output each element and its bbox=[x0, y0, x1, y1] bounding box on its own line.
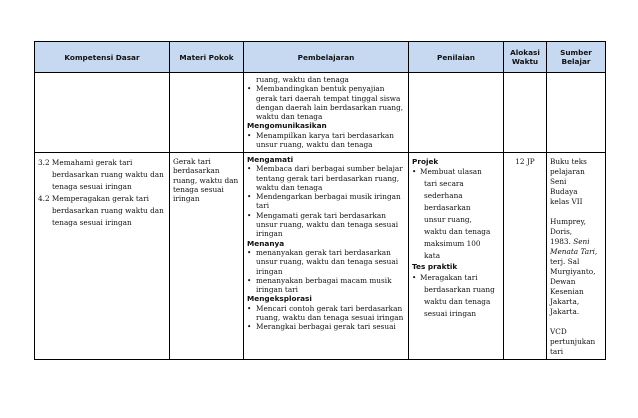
row2-kompetensi-cell bbox=[35, 153, 170, 360]
header-penilaian: Penilaian bbox=[409, 42, 504, 73]
source-line bbox=[550, 267, 602, 277]
row2-materi-cell bbox=[170, 153, 244, 360]
table-row bbox=[35, 73, 606, 153]
bullet-item: • Mengamati gerak tari berdasarkan unsur ruang, waktu dan tenaga sesuai iringan bbox=[247, 211, 405, 239]
source-line bbox=[550, 257, 602, 267]
bullet-item: • Menampilkan karya tari berdasarkan unsur ruang, waktu dan tenaga bbox=[247, 131, 405, 150]
alokasi-value: 12 JP bbox=[515, 157, 535, 166]
source-line bbox=[550, 177, 602, 187]
bullet-item: • Merangkai berbagai gerak tari sesuai bbox=[247, 322, 405, 331]
source-text: pertunjukan bbox=[550, 337, 596, 346]
bullet-item: • Membandingkan bentuk penyajian gerak tari daerah tempat tinggal siswa dengan daerah lain berdasarkan ruang, waktu dan tenaga bbox=[247, 84, 405, 121]
continuation-line: sesuai iringan bbox=[424, 308, 477, 318]
source-text: Humprey, bbox=[550, 217, 586, 226]
row1-penilaian-cell bbox=[409, 73, 504, 153]
source-text: Menata Tari, bbox=[550, 247, 598, 256]
source-text bbox=[550, 207, 552, 216]
row2-penilaian-cell bbox=[409, 153, 504, 360]
row1-pembelajaran-cell bbox=[244, 73, 409, 153]
row2-pembelajaran-cell bbox=[244, 153, 409, 360]
section-heading: Menanya bbox=[247, 238, 285, 248]
source-text: kelas VII bbox=[550, 197, 583, 206]
row2-alokasi-cell bbox=[504, 153, 547, 360]
source-text: tari bbox=[550, 347, 564, 356]
source-line bbox=[550, 197, 602, 207]
header-materi: Materi Pokok bbox=[170, 42, 244, 73]
source-text: Budaya bbox=[550, 187, 578, 196]
materi-text: Gerak tari berdasarkan ruang, waktu dan tenaga sesuai iringan bbox=[173, 157, 239, 204]
bullet-item: • menanyakan gerak tari berdasarkan unsur ruang, waktu dan tenaga sesuai iringan bbox=[247, 248, 405, 276]
source-line bbox=[550, 307, 602, 317]
source-text: Dewan bbox=[550, 277, 576, 286]
source-line bbox=[550, 247, 602, 257]
source-line bbox=[550, 287, 602, 297]
source-line bbox=[550, 207, 602, 217]
section-heading: Mengomunikasikan bbox=[247, 121, 327, 131]
continuation-line: berdasarkan ruang bbox=[424, 284, 495, 294]
continuation-line: kata bbox=[424, 251, 441, 261]
bullet-item: • Mendengarkan berbagai musik iringan tari bbox=[247, 192, 405, 211]
kompetensi-item: 3.2 Memahami gerak tari berdasarkan ruang waktu dan tenaga sesuai iringan bbox=[38, 158, 164, 191]
source-text: terj. Sal bbox=[550, 257, 580, 266]
lesson-plan-table bbox=[34, 41, 606, 360]
source-text: Kesenian bbox=[550, 287, 584, 296]
source-line bbox=[550, 237, 602, 247]
continuation-line: waktu dan tenaga bbox=[424, 296, 491, 306]
source-text: Jakarta, bbox=[550, 297, 580, 306]
section-heading: Projek bbox=[412, 157, 439, 166]
source-line bbox=[550, 167, 602, 177]
section-heading: Mengeksplorasi bbox=[247, 294, 312, 304]
source-text: Doris, bbox=[550, 227, 573, 236]
continuation-line: berdasarkan bbox=[424, 203, 471, 213]
source-line bbox=[550, 227, 602, 237]
row1-materi-cell bbox=[170, 73, 244, 153]
header-alokasi: Alokasi Waktu bbox=[504, 42, 547, 73]
source-line bbox=[550, 347, 602, 357]
bullet-item: • menanyakan berbagai macam musik iringan tari bbox=[247, 276, 405, 295]
source-line bbox=[550, 217, 602, 227]
continuation-line: sederhana bbox=[424, 191, 463, 201]
source-text: 1983. bbox=[550, 237, 571, 246]
source-text bbox=[550, 317, 552, 326]
row1-alokasi-cell bbox=[504, 73, 547, 153]
source-text: VCD bbox=[550, 327, 567, 336]
source-text: pelajaran bbox=[550, 167, 585, 176]
section-heading: Mengamati bbox=[247, 155, 294, 164]
table-row bbox=[35, 153, 606, 360]
row1-kompetensi-cell bbox=[35, 73, 170, 153]
header-kompetensi: Kompetensi Dasar bbox=[35, 42, 170, 73]
continuation-line: unsur ruang, bbox=[424, 215, 472, 225]
source-text: Seni bbox=[573, 237, 590, 246]
source-text: Jakarta. bbox=[550, 307, 580, 316]
source-line bbox=[550, 337, 602, 347]
header-sumber: Sumber Belajar bbox=[547, 42, 606, 73]
source-text: Seni bbox=[550, 177, 567, 186]
source-line bbox=[550, 157, 602, 167]
source-line bbox=[550, 187, 602, 197]
source-text: Buku teks bbox=[550, 157, 587, 166]
source-line bbox=[550, 277, 602, 287]
bullet-item: • Meragakan tari bbox=[412, 272, 500, 284]
row2-sumber-cell bbox=[547, 153, 606, 360]
bullet-item: • Membaca dari berbagai sumber belajar tentang gerak tari berdasarkan ruang, waktu dan tenaga bbox=[247, 164, 405, 192]
continuation-line: maksimum 100 bbox=[424, 239, 481, 249]
section-heading: Tes praktik bbox=[412, 262, 458, 272]
bullet-item: • Mencari contoh gerak tari berdasarkan ruang, waktu dan tenaga sesuai iringan bbox=[247, 304, 405, 323]
continuation-line: ruang, waktu dan tenaga bbox=[256, 75, 349, 84]
row1-sumber-cell bbox=[547, 73, 606, 153]
kompetensi-item: 4.2 Memperagakan gerak tari berdasarkan ruang waktu dan tenaga sesuai iringan bbox=[38, 194, 164, 227]
source-line bbox=[550, 327, 602, 337]
bullet-item: • Membuat ulasan bbox=[412, 166, 500, 178]
source-text: Murgiyanto, bbox=[550, 267, 596, 276]
source-line bbox=[550, 317, 602, 327]
continuation-line: waktu dan tenaga bbox=[424, 227, 491, 237]
header-pembelajaran: Pembelajaran bbox=[244, 42, 409, 73]
continuation-line: tari secara bbox=[424, 179, 464, 189]
source-line bbox=[550, 297, 602, 307]
header-row bbox=[35, 42, 606, 73]
